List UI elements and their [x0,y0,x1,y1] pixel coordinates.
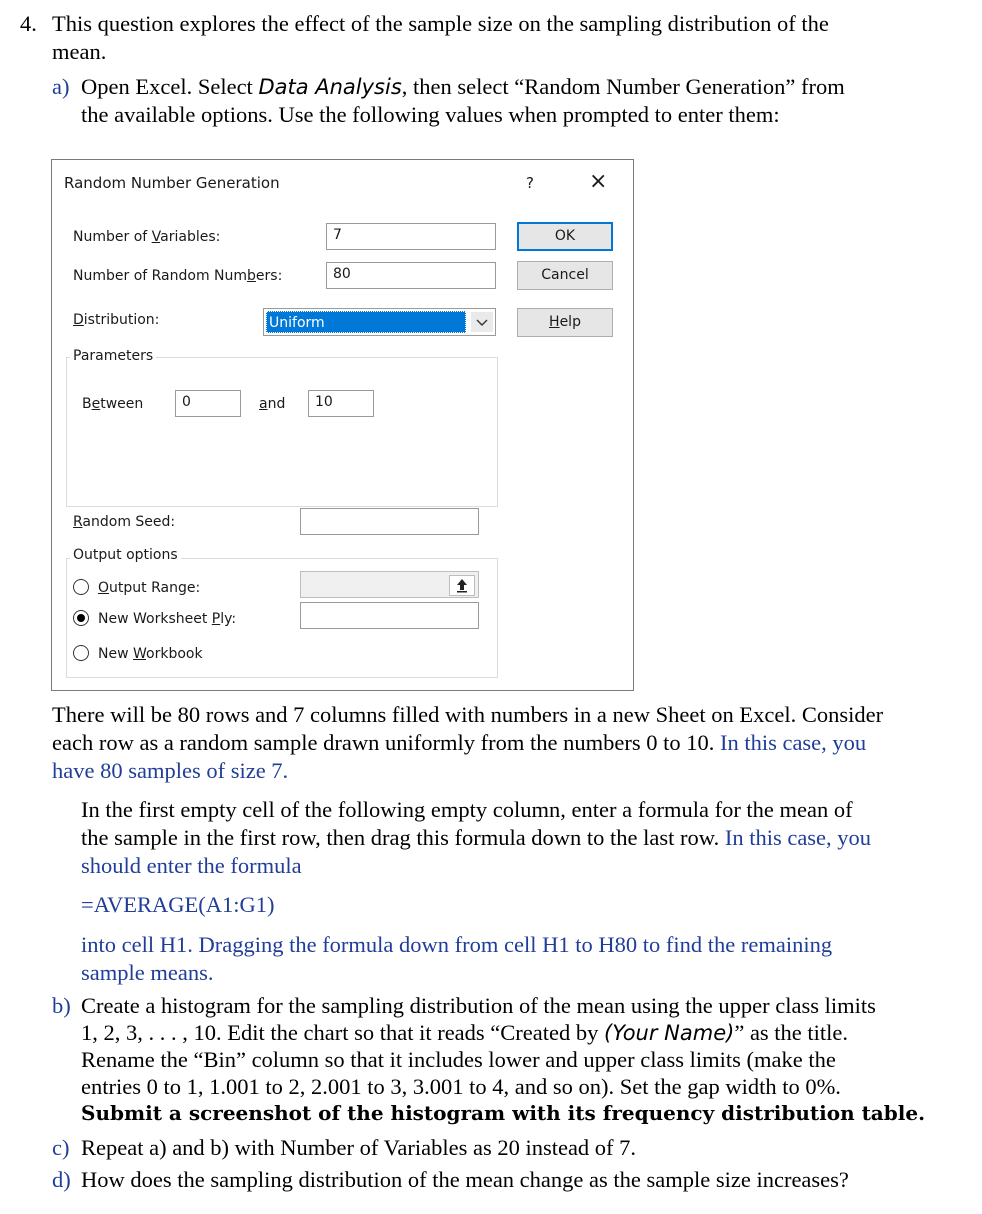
num-random-label: Number of Random Numbers: [73,268,283,284]
help-button[interactable]: Help [517,308,613,337]
new-worksheet-radio[interactable] [73,610,89,626]
question-line-1: This question explores the effect of the sample size on the sampling distribution of the [52,11,829,36]
formula-para-line-4: into cell H1. Dragging the formula down from cell H1 to H80 to find the remaining [81,932,833,957]
formula-para-line-5: sample means. [81,960,214,985]
part-b-line-2: 1, 2, 3, . . . , 10. Edit the chart so that it reads “Created by (Your Name)” as the title. [81,1020,849,1045]
after-dialog-line-2: each row as a random sample drawn uniformly from the numbers 0 to 10. In this case, you [52,730,867,755]
random-seed-input[interactable] [300,508,479,535]
output-range-radio[interactable] [73,579,89,595]
random-seed-label: Random Seed: [73,514,176,530]
parameters-title: Parameters [70,348,156,364]
num-variables-label: Number of Variables: [73,229,221,245]
output-options-title: Output options [70,547,181,563]
output-range-label: Output Range: [98,580,201,596]
num-random-input[interactable]: 80 [326,262,496,289]
distribution-label: Distribution: [73,312,160,328]
your-name-placeholder: (Your Name) [604,1021,735,1045]
part-d-text: How does the sampling distribution of the mean change as the sample size increases? [81,1167,849,1192]
and-label: and [259,396,286,412]
chevron-down-icon[interactable] [471,312,493,332]
ok-button[interactable]: OK [517,222,613,251]
and-input[interactable]: 10 [308,390,374,417]
help-icon[interactable]: ? [526,174,534,192]
output-range-input[interactable] [300,571,479,598]
after-dialog-line-1: There will be 80 rows and 7 columns filled with numbers in a new Sheet on Excel. Consider [52,702,884,727]
part-b-label: b) [52,993,71,1018]
new-worksheet-label: New Worksheet Ply: [98,611,237,627]
question-number: 4. [20,11,37,36]
part-c-text: Repeat a) and b) with Number of Variables as 20 instead of 7. [81,1135,637,1160]
cancel-button[interactable]: Cancel [517,261,613,290]
distribution-selected-value: Uniform [266,311,466,333]
part-b-line-5: Submit a screenshot of the histogram with its frequency distribution table. [81,1101,926,1125]
dialog-title: Random Number Generation [64,174,280,192]
formula-para-line-1: In the first empty cell of the following empty column, enter a formula for the mean of [81,797,853,822]
parameters-group [66,357,498,507]
range-select-icon[interactable] [449,575,475,596]
part-a-label: a) [52,74,70,99]
part-a-line-1: Open Excel. Select Data Analysis, then select “Random Number Generation” from [81,74,845,99]
formula-text: =AVERAGE(A1:G1) [81,892,275,917]
between-input[interactable]: 0 [175,390,241,417]
part-b-line-3: Rename the “Bin” column so that it includes lower and upper class limits (make the [81,1047,836,1072]
after-dialog-line-3: have 80 samples of size 7. [52,758,289,783]
new-workbook-label: New Workbook [98,646,203,662]
distribution-select[interactable] [263,308,496,336]
part-c-label: c) [52,1135,70,1160]
random-number-generation-dialog [51,159,634,691]
part-b-line-4: entries 0 to 1, 1.001 to 2, 2.001 to 3, 3.001 to 4, and so on). Set the gap width to 0%. [81,1074,841,1099]
formula-para-line-3: should enter the formula [81,853,302,878]
question-line-2: mean. [52,39,107,64]
part-d-label: d) [52,1167,71,1192]
close-icon[interactable]: × [589,169,608,194]
between-label: Between [82,396,144,412]
data-analysis-term: Data Analysis [258,75,402,99]
new-worksheet-input[interactable] [300,602,479,629]
formula-para-line-2: the sample in the first row, then drag this formula down to the last row. In this case, you [81,825,872,850]
part-b-line-1: Create a histogram for the sampling distribution of the mean using the upper class limits [81,993,876,1018]
new-workbook-radio[interactable] [73,645,89,661]
num-variables-input[interactable]: 7 [326,223,496,250]
part-a-line-2: the available options. Use the following values when prompted to enter them: [81,102,780,127]
